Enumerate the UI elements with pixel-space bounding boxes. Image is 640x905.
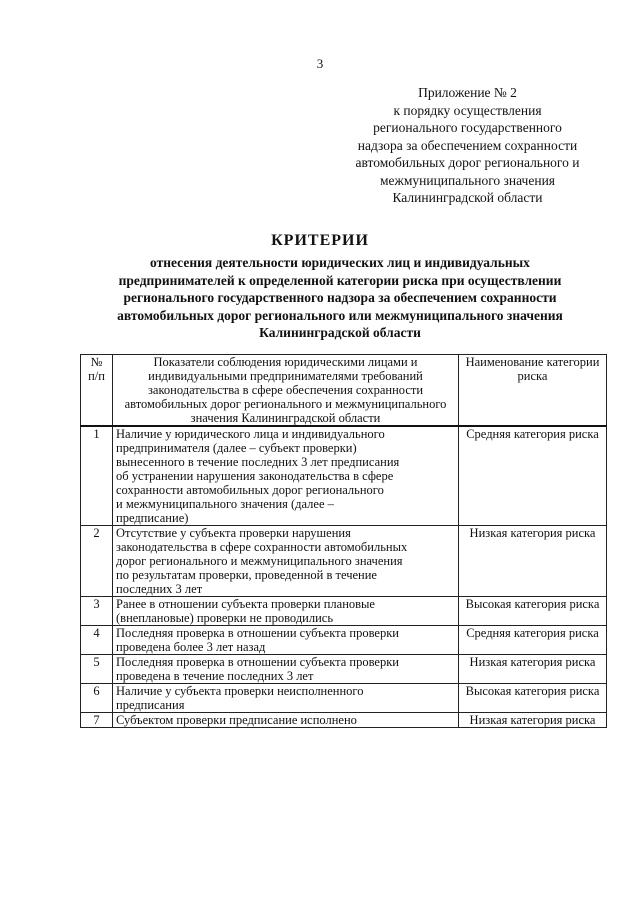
row-indicator [113,526,459,597]
row-risk-category: Низкая категория риска [459,526,607,597]
table-row [81,655,607,684]
indicator-line: (внеплановые) проверки не проводились [116,611,334,625]
table-row [81,526,607,597]
indicator-line: об устранении нарушения законодательства в сфере [116,469,394,483]
row-risk-category: Низкая категория риска [459,655,607,684]
indicator-line: сохранности автомобильных дорог регионального [116,483,384,497]
row-indicator [113,684,459,713]
indicator-line: Наличие у юридического лица и индивидуального [116,427,385,441]
row-risk-category: Высокая категория риска [459,597,607,626]
table-row [81,713,607,728]
table-body [81,426,607,728]
indicator-line: предписание) [116,511,189,525]
row-indicator [113,626,459,655]
row-number: 5 [81,655,113,684]
row-indicator [113,655,459,684]
row-indicator [113,426,459,526]
appendix-line: регионального государственного [373,120,562,135]
subtitle-line: отнесения деятельности юридических лиц и индивидуальных [150,255,530,270]
header-category: Наименование категории риска [459,355,607,427]
indicator-line: Субъектом проверки предписание исполнено [116,713,357,727]
appendix-line: Приложение № 2 [418,85,517,100]
indicator-line: Наличие у субъекта проверки неисполненного [116,684,364,698]
row-risk-category: Средняя категория риска [459,426,607,526]
indicator-line: Последняя проверка в отношении субъекта проверки [116,655,399,669]
indicator-line: предписания [116,698,185,712]
subtitle-line: Калининградской области [259,325,421,340]
appendix-line: автомобильных дорог регионального и [355,155,580,170]
appendix-block [325,84,610,207]
criteria-table [80,354,607,728]
subtitle-line: автомобильных дорог регионального или межмуниципального значения [117,307,563,323]
row-number: 2 [81,526,113,597]
row-risk-category: Высокая категория риска [459,684,607,713]
page-number: 3 [316,56,324,71]
indicator-line: законодательства в сфере сохранности автомобильных [116,540,408,554]
appendix-line: межмуниципального значения [379,172,556,188]
appendix-line: к порядку осуществления [393,102,542,118]
indicator-line: последних 3 лет [116,582,203,596]
subtitle-line: предпринимателей к определенной категории риска при осуществлении [118,272,562,288]
table-row [81,684,607,713]
row-risk-category: Средняя категория риска [459,626,607,655]
indicator-line: предпринимателя (далее – субъект проверки) [116,441,357,455]
row-number: 6 [81,684,113,713]
header-number: № п/п [81,355,113,427]
appendix-line: Калининградской области [392,190,543,205]
indicator-line: по результатам проверки, проведенной в течение [116,568,377,582]
table-row [81,626,607,655]
table-header-row [81,355,607,427]
indicator-line: Последняя проверка в отношении субъекта проверки [116,626,399,640]
row-indicator [113,597,459,626]
row-risk-category: Низкая категория риска [459,713,607,728]
indicator-line: проведена более 3 лет назад [116,640,266,654]
indicator-line: Ранее в отношении субъекта проверки плановые [116,597,375,611]
row-number: 1 [81,426,113,526]
indicator-line: и межмуниципального значения (далее – [116,497,334,511]
row-number: 7 [81,713,113,728]
table-row [81,426,607,526]
header-indicator: Показатели соблюдения юридическими лицами и индивидуальными предпринимателями требований законодательства в сфере обеспечения сохранности автомобильных дорог регионального и межмуниципального значения Калининградской области [113,355,459,427]
indicator-line: дорог регионального и межмуниципального значения [116,554,403,568]
table-row [81,597,607,626]
document-title: КРИТЕРИИ [271,232,369,249]
row-number: 4 [81,626,113,655]
subtitle-line: регионального государственного надзора за обеспечением сохранности [123,290,557,305]
indicator-line: вынесенного в течение последних 3 лет предписания [116,455,400,469]
appendix-line: надзора за обеспечением сохранности [357,137,578,153]
document-subtitle [70,254,610,342]
row-number: 3 [81,597,113,626]
indicator-line: Отсутствие у субъекта проверки нарушения [116,526,351,540]
row-indicator [113,713,459,728]
indicator-line: проведена в течение последних 3 лет [116,669,314,683]
